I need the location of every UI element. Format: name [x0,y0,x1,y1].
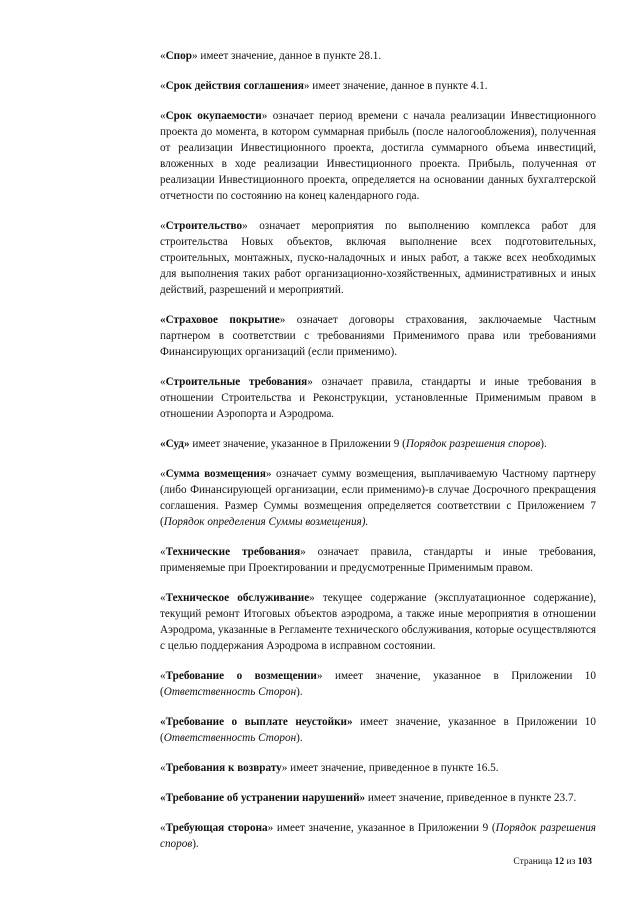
definition-text: » текущее содержание (эксплуатационное содержание), текущий ремонт Итоговых объектов аэродрома, а также иные мероприятия в отношении Аэродрома, указанные в Регламенте технического обслуживания, которые осуществляются с целью поддержания Аэродрома в исправном состоянии. [160,592,596,652]
reference-title: Ответственность Сторон [163,732,297,744]
definition-paragraph [160,820,596,852]
definition-paragraph [160,668,596,700]
definition-paragraph [160,466,596,530]
page-current: 12 [554,857,565,867]
definition-paragraph [160,544,596,576]
defined-term: Спор [165,50,192,62]
defined-term: «Требование об устранении нарушений» [160,792,366,804]
open-quote: « [160,822,166,834]
page-label: Страница [513,857,553,867]
defined-term: «Страховое покрытие [160,314,280,326]
open-quote: « [160,110,166,122]
defined-term: «Суд» [160,438,190,450]
closing-text: ). [296,732,303,744]
definition-paragraph [160,48,596,64]
closing-text: ). [192,838,199,850]
definition-paragraph [160,436,596,452]
open-quote: « [160,80,166,92]
definition-text: имеет значение, указанное в Приложении 9 ( [189,438,406,450]
page-footer [513,857,592,867]
defined-term: Технические требования [165,546,301,558]
definition-paragraph [160,374,596,422]
definition-text: » означает сумму возмещения, выплачиваемую Частному партнеру (либо Финансирующей организации, если применимо)-в случае Досрочного прекращения соглашения. Размер Суммы возмещения определяется соответствии с Приложением 7 ( [160,468,597,528]
open-quote: « [160,592,166,604]
open-quote: « [160,376,166,388]
defined-term: Требование о возмещении [165,670,317,682]
definition-paragraph [160,78,596,94]
reference-title: Ответственность Сторон [163,686,297,698]
definition-paragraph [160,218,596,298]
open-quote: « [160,220,166,232]
definition-text: » имеет значение, указанное в Приложении 10 ( [160,670,596,698]
defined-term: «Требование о выплате неустойки» [160,716,353,728]
open-quote: « [160,670,166,682]
definition-text: » означает правила, стандарты и иные требования в отношении Строительства и Реконструкции, установленные Применимым правом в отношении Аэропорта и Аэродрома. [160,376,596,420]
definition-paragraph [160,590,596,654]
closing-text: ). [296,686,303,698]
defined-term: Срок окупаемости [165,110,262,122]
open-quote: « [160,546,166,558]
definition-text: имеет значение, указанное в Приложении 10 ( [160,716,596,744]
defined-term: Сумма возмещения [165,468,266,480]
reference-title: Порядок разрешения споров [405,438,541,450]
defined-term: Строительство [165,220,243,232]
definition-paragraph [160,760,596,776]
definition-text: » имеет значение, данное в пункте 4.1. [303,80,488,92]
closing-text: ). [540,438,547,450]
definition-text: » имеет значение, данное в пункте 28.1. [191,50,382,62]
definition-paragraph [160,108,596,204]
defined-term: Техническое обслуживание [165,592,310,604]
reference-title: Порядок определения Суммы возмещения). [163,516,369,528]
open-quote: « [160,762,166,774]
open-quote: « [160,50,166,62]
definition-paragraph [160,312,596,360]
defined-term: Срок действия соглашения [165,80,304,92]
open-quote: « [160,468,166,480]
defined-term: Требующая сторона [165,822,268,834]
definition-text: » имеет значение, указанное в Приложении 9 ( [267,822,496,834]
definition-text: » означает правила, стандарты и иные требования, применяемые при Проектировании и предусмотренные Применимым правом. [160,546,596,574]
definition-paragraph [160,714,596,746]
definition-paragraph [160,790,596,806]
reference-title: Порядок разрешения споров [160,822,596,850]
definition-text: имеет значение, приведенное в пункте 23.7. [365,792,577,804]
definition-text: » имеет значение, приведенное в пункте 16.5. [281,762,499,774]
defined-term: Требования к возврату [165,762,282,774]
definition-text: » означает мероприятия по выполнению комплекса работ для строительства Новых объектов, включая выполнение всех подготовительных, строительных, монтажных, пуско-наладочных и иных работ, а также всех необходимых для выполнения таких работ организационно-хозяйственных, административных и иных действий, разрешений и мероприятий. [160,220,596,296]
definition-text: » означает период времени с начала реализации Инвестиционного проекта до момента, в котором суммарная прибыль (после налогообложения), полученная от реализации Инвестиционного проекта, достигла суммарного объема инвестиций, вложенных в ходе реализации Инвестиционного проекта. Прибыль, полученная от реализации Инвестиционного проекта, определяется на основании данных бухгалтерской отчетности по состоянию на конец календарного года. [160,110,596,202]
document-body [160,48,596,866]
page-sep: из [566,857,576,867]
defined-term: Строительные требования [165,376,308,388]
page-total: 103 [577,857,592,867]
definition-text: » означает договоры страхования, заключаемые Частным партнером в соответствии с требованиями Применимого права или требованиями Финансирующих организаций (если применимо). [160,314,596,358]
